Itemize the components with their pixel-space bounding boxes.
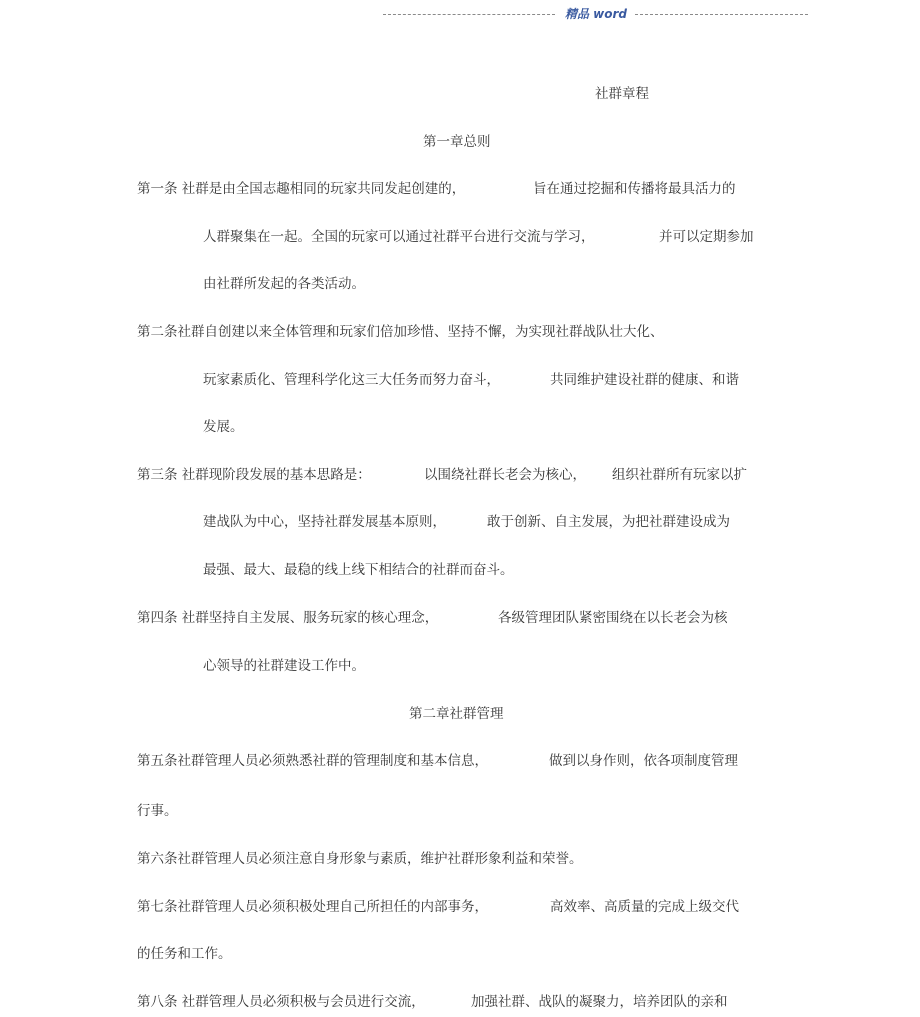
article-6-line-1: 第六条社群管理人员必须注意自身形象与素质，维护社群形象利益和荣誉。: [137, 851, 583, 867]
article-2-line-2b: 共同维护建设社群的健康、和谐: [550, 372, 739, 388]
article-1-line-2a: 人群聚集在一起。全国的玩家可以通过社群平台进行交流与学习，: [203, 229, 595, 245]
article-7-line-1b: 高效率、高质量的完成上级交代: [550, 899, 739, 915]
article-4-line-1a: 第四条 社群坚持自主发展、服务玩家的核心理念，: [137, 610, 439, 626]
article-3-line-1b: 以围绕社群长老会为核心，: [424, 467, 586, 483]
article-3-line-3: 最强、最大、最稳的线上线下相结合的社群而奋斗。: [203, 562, 514, 578]
article-1-line-3: 由社群所发起的各类活动。: [203, 276, 365, 292]
article-2-line-2a: 玩家素质化、管理科学化这三大任务而努力奋斗，: [203, 372, 500, 388]
document-title: 社群章程: [595, 86, 649, 102]
article-5-line-1b: 做到以身作则，依各项制度管理: [549, 753, 738, 769]
article-7-line-1a: 第七条社群管理人员必须积极处理自己所担任的内部事务，: [137, 899, 488, 915]
article-3-line-1c: 组织社群所有玩家以扩: [612, 467, 747, 483]
article-8-line-1a: 第八条 社群管理人员必须积极与会员进行交流，: [137, 994, 425, 1010]
article-4-line-2: 心领导的社群建设工作中。: [203, 658, 365, 674]
chapter-1-heading: 第一章总则: [423, 134, 491, 150]
article-5-line-1a: 第五条社群管理人员必须熟悉社群的管理制度和基本信息，: [137, 753, 488, 769]
article-3-line-1a: 第三条 社群现阶段发展的基本思路是：: [137, 467, 371, 483]
article-2-line-3: 发展。: [203, 419, 244, 435]
chapter-2-heading: 第二章社群管理: [409, 706, 504, 722]
article-3-line-2b: 敢于创新、自主发展，为把社群建设成为: [487, 514, 730, 530]
header-label: 精品 word: [564, 7, 628, 21]
article-4-line-1b: 各级管理团队紧密围绕在以长老会为核: [498, 610, 728, 626]
article-5-line-2: 行事。: [137, 803, 178, 819]
article-1-line-2b: 并可以定期参加: [659, 229, 754, 245]
article-8-line-1b: 加强社群、战队的凝聚力，培养团队的亲和: [471, 994, 728, 1010]
article-1-line-1b: 旨在通过挖掘和传播将最具活力的: [533, 181, 736, 197]
article-1-line-1a: 第一条 社群是由全国志趣相同的玩家共同发起创建的，: [137, 181, 466, 197]
page-header: [383, 5, 808, 21]
article-7-line-2: 的任务和工作。: [137, 946, 232, 962]
header-dashed-line-left: [383, 14, 555, 15]
article-3-line-2a: 建战队为中心，坚持社群发展基本原则，: [203, 514, 446, 530]
article-2-line-1: 第二条社群自创建以来全体管理和玩家们倍加珍惜、坚持不懈，为实现社群战队壮大化、: [137, 324, 664, 340]
header-dashed-line-right: [635, 14, 808, 15]
